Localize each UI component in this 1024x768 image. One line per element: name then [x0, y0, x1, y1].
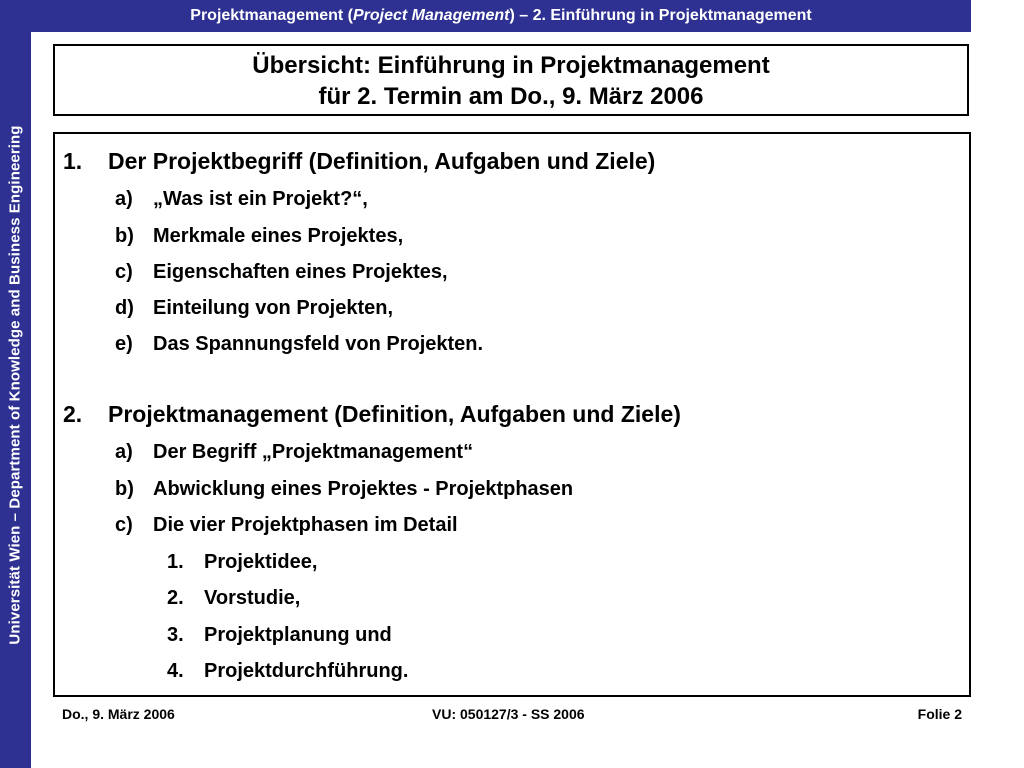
list-item-label: d)	[115, 297, 134, 319]
list-item-label: e)	[115, 333, 133, 355]
list-item-label: c)	[115, 514, 133, 536]
outline-item-1-text: Der Projektbegriff (Definition, Aufgaben und Ziele)	[108, 148, 656, 174]
title-box	[53, 44, 969, 116]
outline-box	[53, 132, 971, 697]
list-item-text: Die vier Projektphasen im Detail	[153, 514, 458, 536]
outline-item-1-number: 1.	[63, 148, 83, 174]
footer-course: VU: 050127/3 - SS 2006	[432, 706, 585, 722]
phase-item-label: 2.	[167, 587, 184, 609]
header-prefix: Projektmanagement (	[190, 7, 353, 24]
sidebar-text: Universität Wien – Department of Knowledge and Business Engineering	[6, 125, 24, 645]
header-suffix: ) – 2. Einführung in Projektmanagement	[509, 7, 812, 24]
list-item-text: Abwicklung eines Projektes - Projektphasen	[153, 478, 574, 500]
page-title-line1: Übersicht: Einführung in Projektmanagement	[252, 52, 770, 79]
phase-item-text: Projektplanung und	[204, 624, 392, 646]
header-italic: Project Management	[352, 7, 510, 24]
list-item-text: „Was ist ein Projekt?“,	[153, 188, 368, 210]
list-item-label: b)	[115, 478, 134, 500]
phase-item-text: Vorstudie,	[204, 587, 301, 609]
list-item-text: Merkmale eines Projektes,	[153, 225, 404, 247]
header-bar	[31, 0, 971, 32]
sidebar	[0, 0, 31, 768]
outline-item-2-number: 2.	[63, 401, 83, 427]
list-item-text: Der Begriff „Projektmanagement“	[153, 441, 474, 463]
footer-slide-number: Folie 2	[917, 706, 962, 722]
list-item-label: c)	[115, 261, 133, 283]
phase-item-label: 1.	[167, 551, 184, 573]
list-item-text: Eigenschaften eines Projektes,	[153, 261, 448, 283]
outline-item-2-text: Projektmanagement (Definition, Aufgaben und Ziele)	[108, 401, 681, 427]
list-item-text: Das Spannungsfeld von Projekten.	[153, 333, 484, 355]
list-item-text: Einteilung von Projekten,	[153, 297, 394, 319]
phase-item-text: Projektdurchführung.	[204, 660, 409, 682]
footer-date: Do., 9. März 2006	[62, 706, 175, 722]
list-item-label: a)	[115, 441, 133, 463]
phase-item-label: 3.	[167, 624, 184, 646]
list-item-label: a)	[115, 188, 133, 210]
list-item-label: b)	[115, 225, 134, 247]
page-title-line2: für 2. Termin am Do., 9. März 2006	[318, 83, 704, 110]
phase-item-label: 4.	[167, 660, 184, 682]
phase-item-text: Projektidee,	[204, 551, 318, 573]
